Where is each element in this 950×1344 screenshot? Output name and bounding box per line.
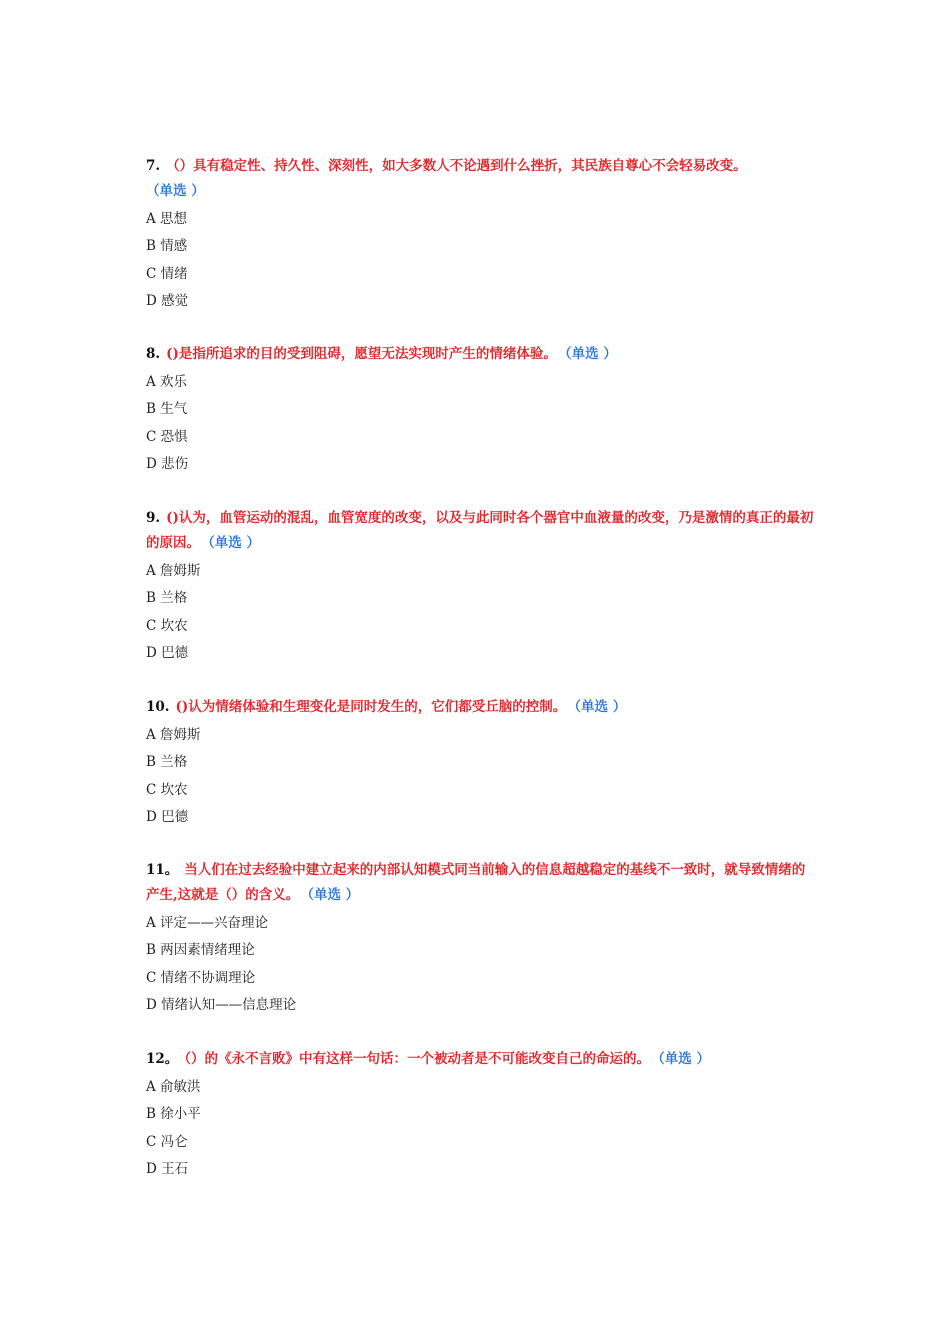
question-10 — [146, 695, 816, 832]
option-d[interactable]: D 感觉 — [146, 293, 189, 310]
question-number: 9. — [146, 510, 161, 526]
option-a[interactable]: A 欢乐 — [146, 374, 188, 390]
question-stem — [146, 342, 816, 367]
option-list — [146, 369, 816, 479]
option-d[interactable]: D 悲伤 — [146, 456, 189, 473]
option-b[interactable]: B 生气 — [146, 401, 188, 418]
question-text: （）具有稳定性、持久性、深刻性，如大多数人不论遇到什么挫折，其民族自尊心不会轻易改变。 — [166, 158, 747, 174]
question-text: 当人们在过去经验中建立起来的内部认知模式同当前输入的信息超越稳定的基线不一致时，就导致情绪的产生,这就是（）的含义。 — [146, 862, 806, 903]
question-number: 11。 — [146, 862, 179, 878]
question-type-badge: （单选 ） — [564, 346, 617, 362]
question-type-badge: （单选 ） — [307, 887, 360, 903]
question-stem — [146, 1047, 816, 1072]
option-b[interactable]: B 兰格 — [146, 754, 188, 771]
question-number: 8. — [146, 346, 161, 362]
option-c[interactable]: C 冯仑 — [146, 1133, 188, 1150]
question-8 — [146, 342, 816, 479]
option-d[interactable]: D 巴德 — [146, 809, 189, 826]
question-11 — [146, 858, 816, 1020]
question-type-badge: （单选 ） — [658, 1051, 710, 1067]
option-a[interactable]: A 评定——兴奋理论 — [146, 915, 269, 931]
question-text: ()认为情绪体验和生理变化是同时发生的，它们都受丘脑的控制。 — [175, 699, 567, 715]
question-type-badge: （单选 ） — [146, 183, 205, 199]
option-a[interactable]: A 詹姆斯 — [146, 563, 201, 579]
option-list — [146, 910, 816, 1020]
option-c[interactable]: C 坎农 — [146, 781, 188, 798]
option-list — [146, 206, 816, 316]
option-d[interactable]: D 情绪认知——信息理论 — [146, 997, 297, 1014]
option-a[interactable]: A 思想 — [146, 211, 188, 227]
question-text: ()认为，血管运动的混乱，血管宽度的改变，以及与此同时各个器官中血液量的改变，乃是激情的真正的最初的原因。 — [146, 510, 814, 551]
option-d[interactable]: D 王石 — [146, 1161, 189, 1178]
option-b[interactable]: B 两因素情绪理论 — [146, 942, 255, 959]
question-number: 10. — [146, 699, 170, 715]
question-text: （）的《永不言败》中有这样一句话：一个被动者是不可能改变自己的命运的。 — [184, 1051, 651, 1067]
question-stem — [146, 695, 816, 720]
question-type-badge: （单选 ） — [574, 699, 627, 715]
option-a[interactable]: A 俞敏洪 — [146, 1079, 201, 1095]
option-d[interactable]: D 巴德 — [146, 645, 189, 662]
question-stem — [146, 506, 816, 556]
option-list — [146, 558, 816, 668]
option-list — [146, 1074, 816, 1184]
option-c[interactable]: C 情绪 — [146, 265, 188, 282]
question-type-badge: （单选 ） — [208, 535, 260, 551]
option-c[interactable]: C 情绪不协调理论 — [146, 969, 256, 986]
question-7 — [146, 154, 816, 316]
option-a[interactable]: A 詹姆斯 — [146, 727, 201, 743]
question-stem — [146, 858, 816, 908]
question-12 — [146, 1047, 816, 1184]
question-9 — [146, 506, 816, 668]
option-list — [146, 722, 816, 832]
option-b[interactable]: B 徐小平 — [146, 1106, 201, 1123]
option-c[interactable]: C 坎农 — [146, 617, 188, 634]
option-c[interactable]: C 恐惧 — [146, 428, 188, 445]
question-number: 7. — [146, 158, 161, 174]
question-number: 12。 — [146, 1051, 179, 1067]
option-b[interactable]: B 兰格 — [146, 590, 188, 607]
question-stem — [146, 154, 816, 204]
option-b[interactable]: B 情感 — [146, 238, 188, 255]
question-text: ()是指所追求的目的受到阻碍，愿望无法实现时产生的情绪体验。 — [166, 346, 557, 362]
